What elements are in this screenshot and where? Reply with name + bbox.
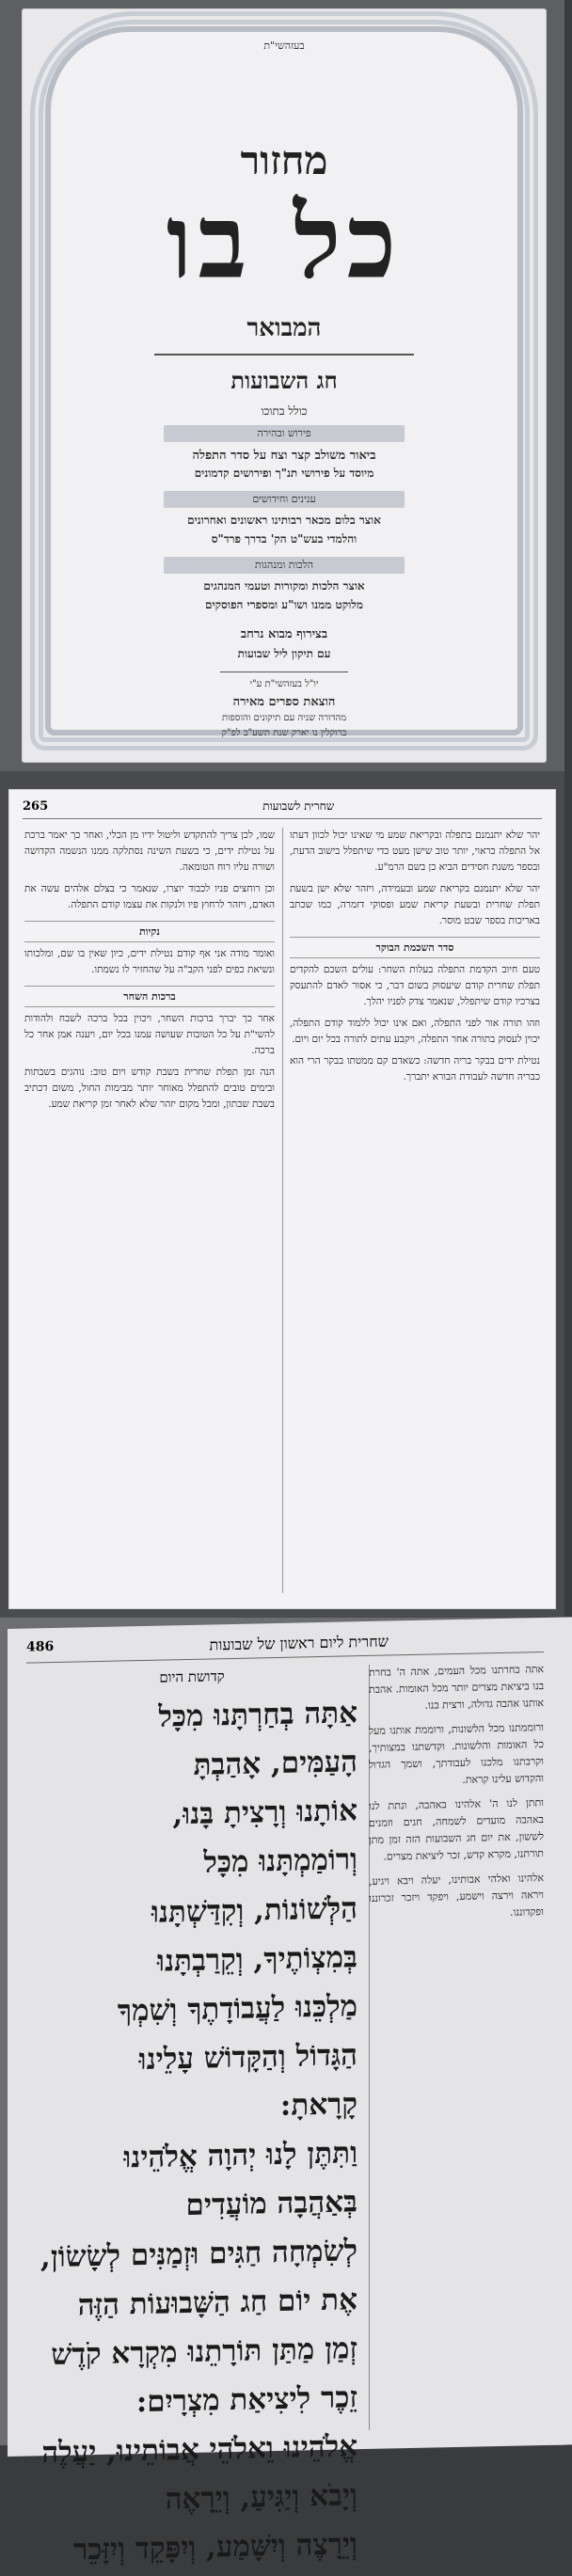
cover-includes: כולל בתוכו [261, 404, 308, 418]
cover-line-f: מלוקט ממנו ושו"ע ומספרי הפוסקים [204, 598, 364, 611]
column-divider [282, 828, 283, 1593]
prayer-line: קָרָאתָ: [279, 2087, 358, 2123]
paragraph: ואומר מודה אני אף קודם נטילת ידים, כיון שאין בו שם, ומלכותו ונשיאת כפים לפני הקב"ה על שהחזיר לו נשמתו. [24, 948, 275, 975]
prayer-line: אַתָּה בְחַרְתָּנוּ מִכָּל [158, 1696, 358, 1734]
commentary-paragraph: ורוממתנו מכל הלשונות, ורוממת אותנו מעל כל האומות והלשונות. וקדשתנו במצותיך, וקרבתנו מלכנו לעבודתך, ושמך הגדול והקדוש עלינו קראת. [369, 1721, 544, 1786]
prayer-line: בְּמִצְוֹתֶיךָ, וְקֵרַבְתָּנוּ [157, 1940, 358, 1979]
cover-title-line2: כל בו [166, 183, 403, 302]
commentary-paragraph: ותתן לנו ה' אלהינו באהבה, ונתת לנו באהבה מועדים לשמחה, חגים וזמנים לששון, את יום חג השבועות הזה זמן מתן תורתנו, מקרא קדש, זכר ליציאת מצרים. [369, 1796, 544, 1863]
page3-number: 486 [26, 1638, 55, 1655]
cover-band3: הלכות ומנהגות [164, 557, 405, 574]
cover-bsd: בעזהשי"ת [263, 40, 305, 52]
cover-photo [0, 0, 564, 771]
cover-band1: פירוש ובהירה [164, 425, 405, 442]
paragraph: נטילת ידים בבקר בריה חדשה: כשאדם קם ממטתו בבקר הרי הוא כבריה חדשה לעבודת הבורא יתברך. [290, 1055, 540, 1083]
page2 [9, 790, 555, 1608]
paragraph: וכן רוחצים פניו לכבוד יוצרו, שנאמר כי בצלם אלהים עשה את האדם, ויזהר לרחוץ פיו ולנקות את עצמו קודם התפלה. [24, 883, 275, 910]
cover-title-line3: המבואר [246, 314, 322, 342]
prayer-line: וְיֵרָצֶה וְיִשָּׁמַע, וְיִפָּקֵד וְיִזָּכֵר [73, 2527, 358, 2568]
prayer-line: וְרוֹמַמְתָּנוּ מִכָּל [203, 1842, 358, 1880]
commentary-column [369, 1661, 544, 2430]
cover-line-b: מיוסד על פירושי תנ"ך ופירושים קדמונים [194, 466, 374, 480]
page2-running-head: שחרית לשבועות [262, 799, 335, 813]
prayer-block [26, 1688, 358, 2575]
page3-running-head: שחרית ליום ראשון של שבועות [209, 1632, 389, 1654]
cover-line-h: עם תיקון ליל שבועות [237, 647, 331, 660]
prayer-line: וַתִּתֶּן לָנוּ יְהוָה אֱלֹהֵינוּ [123, 2136, 358, 2175]
page3-header [26, 1627, 544, 1664]
page2-photo [0, 771, 564, 1618]
commentary-paragraph: אלהינו ואלהי אבותינו, יעלה ויבא ויגיע, ויראה וירצה וישמע, ויפקד ויזכר זכרוננו ופקדוננו. [369, 1872, 544, 1919]
page3 [8, 1617, 572, 2568]
page3-photo [0, 1618, 564, 2568]
cover-page [23, 9, 546, 762]
section-heading: סדר השכמת הבוקר [290, 937, 540, 958]
cover-line-g: בצירוף מבוא נרחב [240, 627, 328, 641]
prayer-line: הָעַמִּים, אָהַבְתָּ [193, 1745, 358, 1782]
prayer-line: הַגָּדוֹל וְהַקָּדוֹשׁ עָלֵינוּ [138, 2038, 358, 2078]
prayer-line: אֶת יוֹם חַג הַשָּׁבוּעוֹת הַזֶּה [77, 2283, 358, 2323]
paragraph: שמו, לכן צריך להתקדש וליטול ידיו מן הכלי, ואחר כך יאמר ברכת על נטילת ידים, כי בשעת השינה נסתלקה ממנו הנשמה הקדושה ושורה עליו רוח הטומאה. [24, 830, 275, 873]
prayer-section-label: קדושת היום [159, 1667, 225, 1686]
paragraph: הנה זמן תפלת שחרית בשבת קודש ויום טוב: נוהגים בשבתות ובימים טובים להתפלל מאוחר יותר מבימות החול, משום דכתיב בשבת שבתון, ומכל מקום יזהר שלא לאחר זמן קריאת שמע. [24, 1067, 275, 1110]
prayer-line: וְיָבֹא וְיַגִּיעַ, וְיֵרָאֶה [165, 2478, 358, 2517]
paragraph: טעם חיוב הקדמת התפלה בעלות השחר: עולים השכם להקדים תפלת שחרית קודם שיעסוק בשום דבר, כי אסור לאדם להתעסק בצרכיו קודם שיתפלל, שנאמר צדק לפניו יהלך. [290, 964, 540, 1007]
page2-right-column [290, 828, 540, 1593]
cover-publisher-c: מהדורה שניה עם תיקונים והוספות [221, 713, 347, 723]
prayer-line: לְשִׂמְחָה חַגִּים וּזְמַנִּים לְשָׂשׂוֹן, [40, 2234, 358, 2275]
prayer-line: אֱלֹהֵינוּ וֵאלֹהֵי אֲבוֹתֵינוּ, יַעֲלֶה [41, 2429, 358, 2471]
cover-title-line1: מחזור [240, 137, 328, 183]
paragraph: יהר שלא יתנמנם בקריאת שמע ובעמידה, ויזהר שלא ישן בשעת תפלת שחרית ובשעת קריאת שמע ופסוקי דזמרה, כמו שכתב באריכות בספר שבט מוסר. [290, 883, 540, 926]
cover-publisher-a: יו"ל בעזהשי"ת ע"י [249, 679, 319, 689]
cover-band2: ענינים וחידושים [164, 491, 405, 508]
section-heading: ברכות השחר [24, 986, 275, 1007]
prayer-line: זְמַן מַתַּן תּוֹרָתֵנוּ מִקְרָא קֹדֶשׁ [51, 2331, 358, 2373]
page2-left-column [24, 828, 275, 1593]
cover-festival: חג השבועות [230, 367, 338, 394]
prayer-line: מַלְכֵּנוּ לַעֲבוֹדָתֶךָ וְשִׁמְךָ [117, 1989, 358, 2029]
prayer-line: אוֹתָנוּ וְרָצִיתָ בָּנוּ, [172, 1794, 358, 1832]
cover-line-e: אוצר הלכות ומקורות וטעמי המנהגים [203, 579, 365, 593]
prayer-line: זֵכֶר לִיצִיאַת מִצְרָיִם: [135, 2380, 358, 2420]
cover-line-d: והלמדי בעש"ט הק' בדרך פרד"ס [211, 532, 358, 545]
cover-line-a: ביאור משולב קצר וצח על סדר התפלה [192, 449, 376, 463]
cover-publisher-d: ברוקלין נו יארק שנת תשע"ב לפ"ק [221, 728, 347, 738]
paragraph: יהר שלא יתנמנם בתפלה ובקריאת שמע מי שאינו יכול לכוון דעתו אל התפלה כראוי, יותר טוב שישן מעט כדי שיתפלל בישוב הדעת, ובספר משנת חסידים הביא כן בשם הרמ"ע. [290, 830, 540, 873]
paragraph: וזהו תורה אור לפני התפלה, ואם אינו יכול ללמוד קודם התפלה, יכוין לעסוק בתורה אחר התפלה, ויקבע עתים לתורה בכל יום ויום. [290, 1018, 540, 1045]
cover-line-c: אוצר בלום מכאר רבותינו ראשונים ואחרונים [187, 514, 381, 527]
prayer-line: בְּאַהֲבָה מוֹעֲדִים [185, 2185, 358, 2223]
cover-rule [154, 354, 414, 356]
section-heading: נקיות [24, 921, 275, 942]
prayer-line: הַלְּשׁוֹנוֹת, וְקִדַּשְׁתָּנוּ [151, 1891, 358, 1930]
page2-number: 265 [23, 799, 49, 814]
page2-header [23, 796, 542, 819]
commentary-paragraph: אתה בחרתנו מכל העמים, אתה ה' בחרת בנו ביציאת מצרים יותר מכל האומות. אהבת אותנו אהבה גדולה, ורצית בנו. [369, 1663, 544, 1712]
cover-frame [45, 26, 523, 738]
paragraph: אחר כך יברך ברכות השחר, ויכוין בכל ברכה לשבח ולהודות להשי"ת על כל הטובות שעושה עמנו בכל יום, ויענה אמן אחר כל ברכה. [24, 1013, 275, 1056]
cover-publisher-b: הוצאת ספרים מאירה [232, 695, 336, 709]
prayer-text-column [26, 1665, 358, 2568]
